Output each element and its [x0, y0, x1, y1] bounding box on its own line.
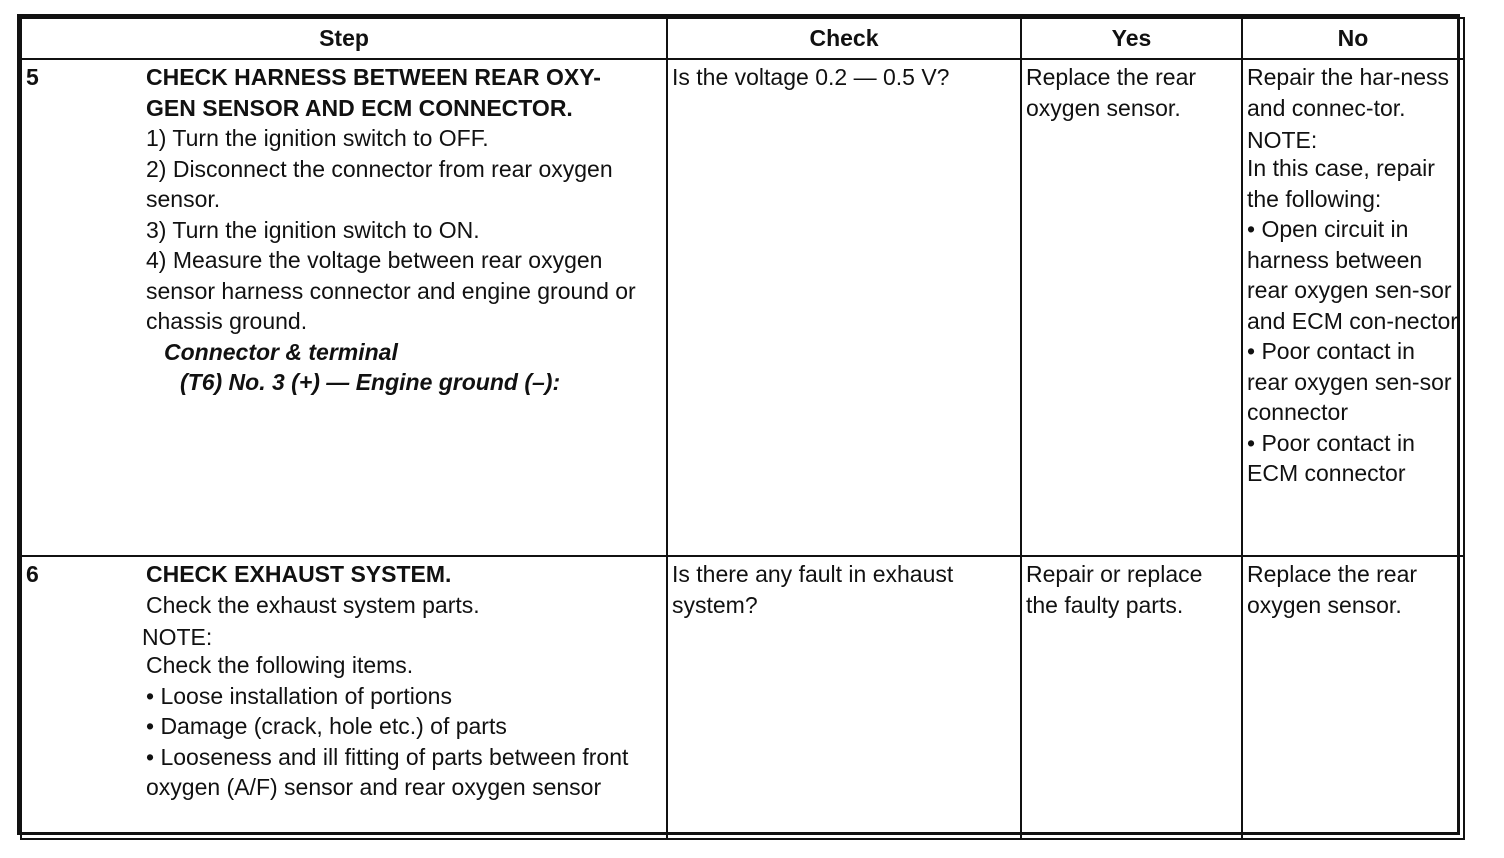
header-check: Check	[667, 18, 1021, 59]
diagnostic-table	[20, 17, 1465, 840]
note-intro: In this case, repair the following:	[1247, 155, 1435, 212]
step-cell	[21, 556, 667, 839]
yes-cell: Replace the rear oxygen sensor.	[1021, 59, 1242, 556]
step-body	[142, 559, 662, 803]
note-intro: Check the following items.	[146, 652, 414, 678]
list-item: • Looseness and ill fitting of parts between front oxygen (A/F) sensor and rear oxygen sensor	[146, 743, 629, 800]
no-action: Repair the har-ness and connec-tor.	[1247, 64, 1449, 121]
step-cell	[21, 59, 667, 556]
step-title-line: CHECK HARNESS BETWEEN REAR OXY-	[146, 64, 601, 90]
procedure-step: 1) Turn the ignition switch to OFF.	[146, 125, 489, 151]
table-row-step-6	[21, 556, 1464, 839]
connector-label: Connector & terminal	[164, 338, 398, 365]
step-body	[146, 62, 662, 398]
table-row-step-5	[21, 59, 1464, 556]
check-cell: Is the voltage 0.2 — 0.5 V?	[667, 59, 1021, 556]
list-item: • Poor contact in rear oxygen sen-sor connector	[1247, 338, 1452, 425]
header-row	[21, 18, 1464, 59]
list-item: • Damage (crack, hole etc.) of parts	[146, 713, 507, 739]
list-item: • Loose installation of portions	[146, 682, 452, 709]
step-title-line: GEN SENSOR AND ECM CONNECTOR.	[146, 94, 573, 121]
note-label: NOTE:	[1247, 127, 1318, 153]
step-intro: Check the exhaust system parts.	[146, 591, 480, 618]
diagnostic-table-frame	[17, 14, 1460, 835]
header-yes: Yes	[1021, 18, 1242, 59]
header-step: Step	[21, 18, 667, 59]
check-cell: Is there any fault in exhaust system?	[667, 556, 1021, 839]
no-cell: Replace the rear oxygen sensor.	[1242, 556, 1464, 839]
step-number: 5	[26, 64, 39, 90]
note-label: NOTE:	[142, 624, 213, 650]
procedure-step: 4) Measure the voltage between rear oxygen sensor harness connector and engine ground or chassis ground.	[146, 247, 636, 334]
connector-value: (T6) No. 3 (+) — Engine ground (–):	[180, 369, 561, 395]
procedure-step: 3) Turn the ignition switch to ON.	[146, 216, 480, 243]
list-item: • Open circuit in harness between rear oxygen sen-sor and ECM con-nector	[1247, 216, 1458, 334]
step-number: 6	[26, 561, 39, 587]
no-cell	[1242, 59, 1464, 556]
procedure-step: 2) Disconnect the connector from rear oxygen sensor.	[146, 155, 613, 212]
header-no: No	[1242, 18, 1464, 59]
list-item: • Poor contact in ECM connector	[1247, 429, 1415, 486]
step-title: CHECK EXHAUST SYSTEM.	[146, 561, 452, 587]
yes-cell: Repair or replace the faulty parts.	[1021, 556, 1242, 839]
